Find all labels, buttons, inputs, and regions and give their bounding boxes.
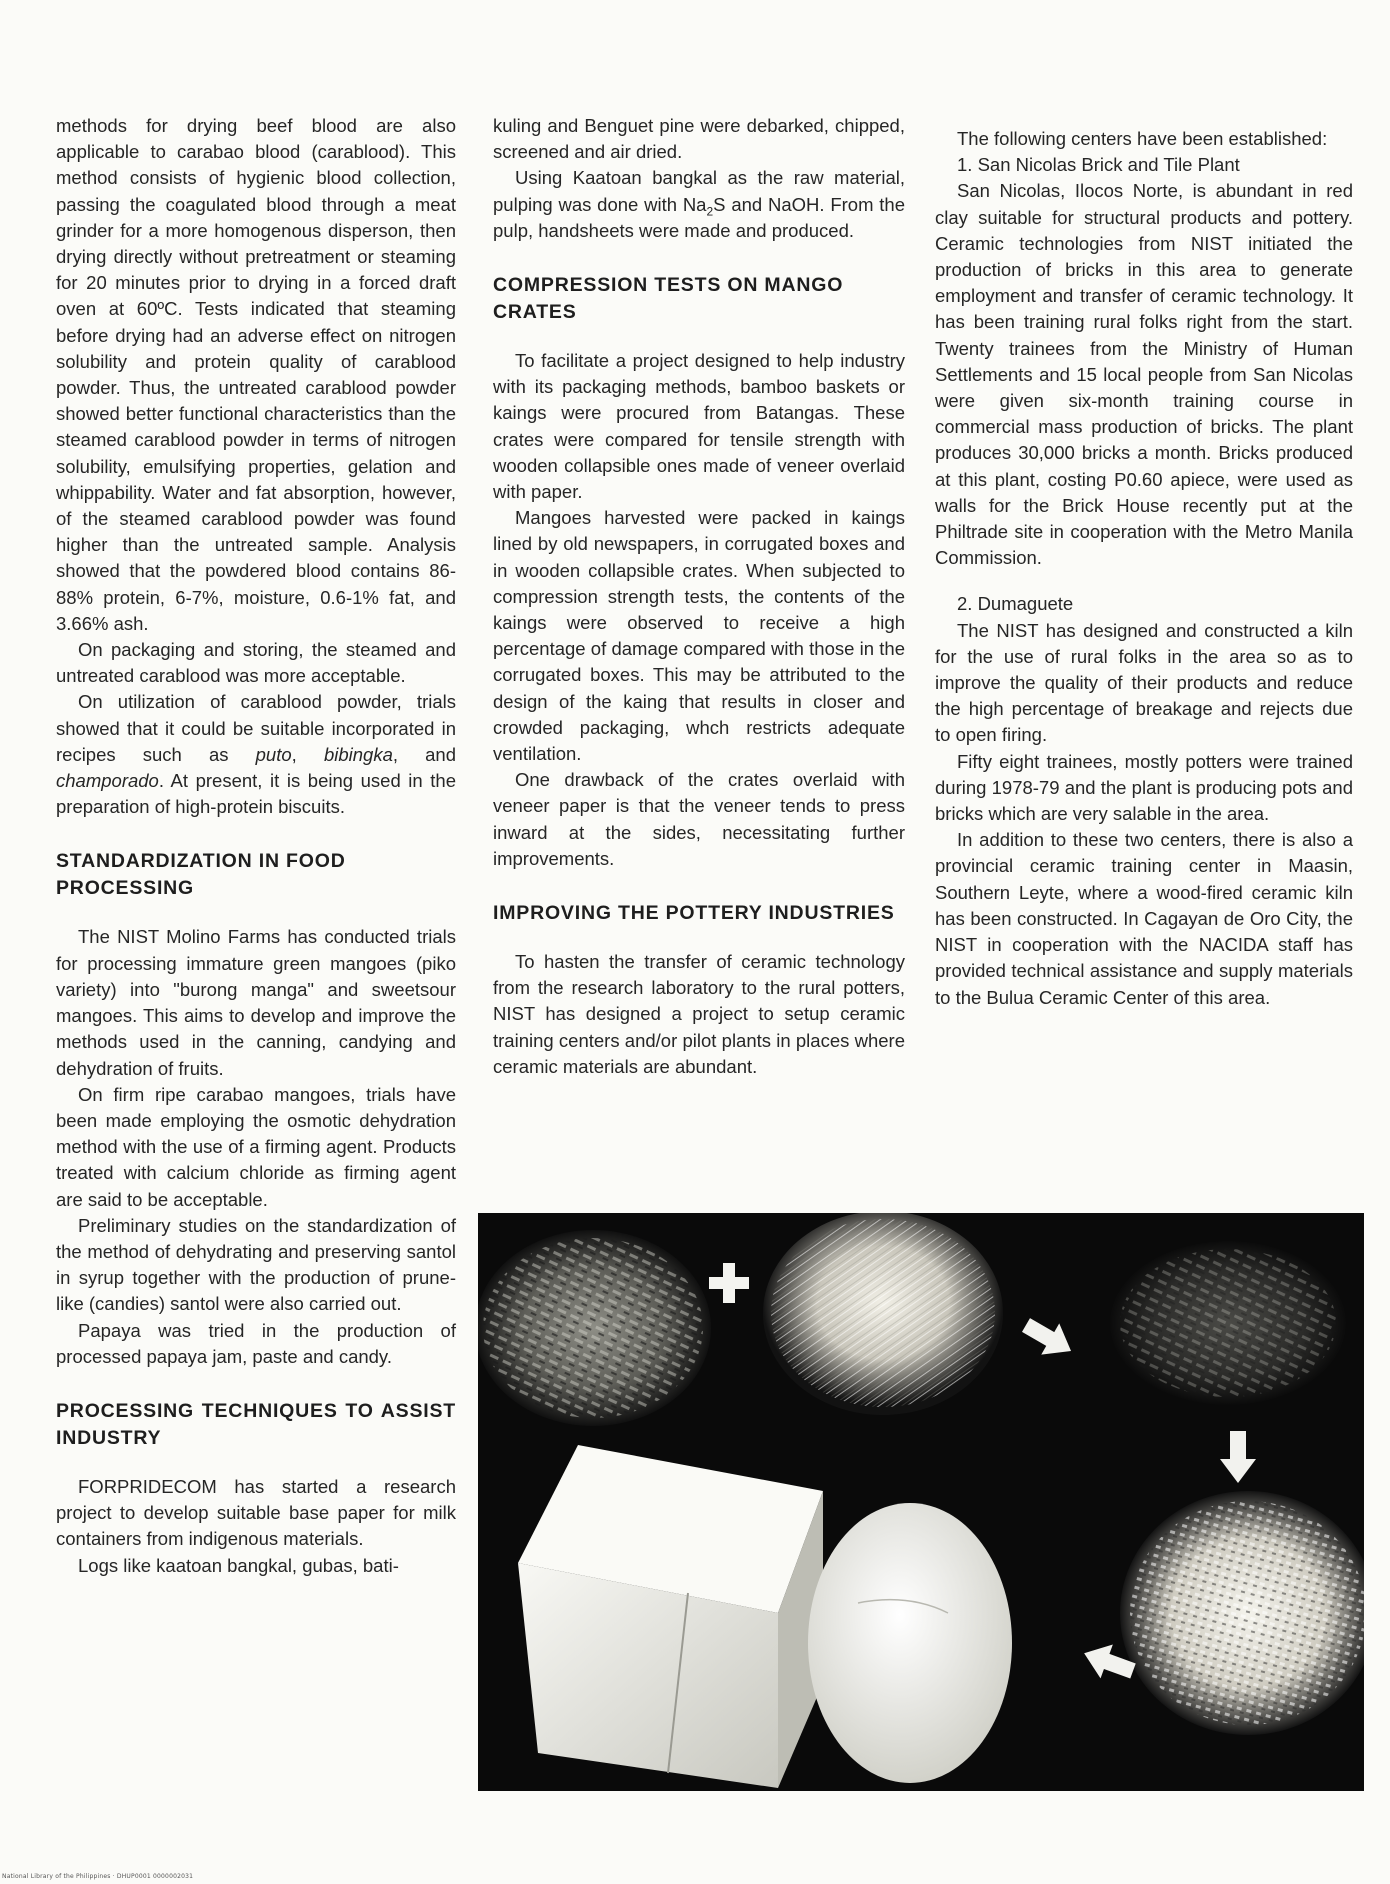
paper-carton: [518, 1445, 823, 1788]
paragraph: Logs like kaatoan bangkal, gubas, bati-: [78, 1554, 399, 1576]
recipe-name: bibingka: [323, 743, 393, 765]
paragraph: On firm ripe carabao mangoes, trials have been made employing the osmotic dehydration method with the use of a firming agent. Products treated with calcium chloride as firming agent are said to be acceptable.: [56, 1083, 456, 1210]
paragraph: methods for drying beef blood are also applicable to carabao blood (carablood). This method consists of hygienic blood collection, passing the coagulated blood through a meat grinder for a more homogenous disperson, then drying directly without pretreatment or steaming for 20 minutes prior to drying in a forced draft oven at 60ºC. Tests indicated that steaming before drying had an adverse effect on nitrogen solubility and protein quality of carablood powder. Thus, the untreated carablood powder showed better functional characteristics than the steamed carablood powder in terms of nitrogen solubility, emulsifying properties, gelation and whippability. Water and fat absorption, however, of the steamed carablood powder was found higher than the untreated sample. Analysis showed that the powdered blood contains 86-88% protein, 6-7%, moisture, 0.6-1% fat, and 3.66% ash.: [56, 115, 456, 634]
text-run: , and: [392, 743, 456, 765]
paragraph: Papaya was tried in the production of processed papaya jam, paste and candy.: [56, 1319, 456, 1367]
subscript: 2: [706, 204, 714, 219]
section-heading: COMPRESSION TESTS ON MANGO CRATES: [493, 274, 844, 324]
paragraph: To facilitate a project designed to help industry with its packaging methods, bamboo baskets or kaings were procured from Batangas. These crates were compared for tensile strength with wooden collapsible ones made of veneer overlaid with paper.: [493, 350, 905, 503]
text-run: . At present, it is being used in the preparation of high-protein biscuits.: [56, 770, 456, 818]
paragraph: Preliminary studies on the standardization of the method of dehydrating and preserving santol in syrup together with the production of prune-like (candies) santol were also carried out.: [56, 1214, 456, 1315]
text-run: S and NaOH. From the pulp, handsheets were made and produced.: [493, 193, 906, 241]
section-heading: STANDARDIZATION IN FOOD PROCESSING: [56, 850, 346, 900]
text-column-3: [935, 126, 1353, 1011]
paragraph: To hasten the transfer of ceramic technology from the research laboratory to the rural potters, NIST has designed a project to setup ceramic training centers and/or pilot plants in places where ceramic materials are abundant.: [493, 951, 905, 1077]
paragraph: In addition to these two centers, there is also a provincial ceramic training center in Maasin, Southern Leyte, where a wood-fired ceramic kiln has been constructed. In Cagayan de Oro City, the NIST in cooperation with the NACIDA staff has provided technical assistance and supply materials to the Bulua Ceramic Center of this area.: [935, 829, 1353, 1008]
text-run: Using Kaatoan bangkal as the raw material, pulping was done with Na: [493, 167, 905, 215]
paragraph: [493, 165, 905, 244]
paragraph: On packaging and storing, the steamed and untreated carablood was more acceptable.: [56, 639, 456, 687]
paper-disc: [808, 1503, 1012, 1783]
process-photo: [478, 1213, 1364, 1791]
paragraph: One drawback of the crates overlaid with veneer paper is that the veneer tends to press inward at the sides, necessitating further improvements.: [493, 769, 905, 869]
section-heading: IMPROVING THE POTTERY INDUSTRIES: [493, 902, 895, 925]
handsheet-flakes-pile: [1120, 1491, 1364, 1735]
section-heading: PROCESSING TECHNIQUES TO ASSIST INDUSTRY: [56, 1399, 456, 1449]
text-column-1: [56, 113, 456, 1579]
paragraph: [56, 689, 456, 820]
text-run: ,: [291, 743, 324, 765]
paragraph: Mangoes harvested were packed in kaings lined by old newspapers, in corrugated boxes and in wooden collapsible crates. When subjected to compression strength tests, the contents of the kaings were observed to receive a high percentage of damage compared with those in the corrugated boxes. This may be attributed to the design of the kaing that results in closer and crowded packaging, whch restricts adequate ventilation.: [493, 507, 905, 765]
paragraph: San Nicolas, Ilocos Norte, is abundant in red clay suitable for structural products and pottery. Ceramic technologies from NIST initiated the production of bricks in this area to generate employment and transfer of ceramic technology. It has been training rural folks right from the start. Twenty trainees from the Ministry of Human Settlements and 15 local people from San Nicolas were given six-month training course in commercial mass production of bricks. The plant produces 30,000 bricks a month. Bricks produced at this plant, costing P0.60 apiece, were used as walls for the Brick House recently put at the Philtrade site in cooperation with the Metro Manila Commission.: [935, 180, 1353, 569]
paragraph: The NIST has designed and constructed a kiln for the use of rural folks in the area so as to improve the quality of their products and reduce the high percentage of breakage and rejects due to open firing.: [935, 619, 1353, 746]
pulp-pile: [1110, 1241, 1346, 1405]
process-photo-graphic: [478, 1213, 1364, 1791]
recipe-name: puto: [255, 743, 292, 765]
wood-chips-pile: [478, 1230, 711, 1426]
paragraph: Fifty eight trainees, mostly potters were trained during 1978-79 and the plant is producing pots and bricks which are very salable in the area.: [935, 750, 1353, 825]
recipe-name: champorado: [56, 770, 159, 792]
fiber-pile: [763, 1213, 1003, 1415]
paragraph: The NIST Molino Farms has conducted trials for processing immature green mangoes (piko variety) into "burong manga" and sweetsour mangoes. This aims to develop and improve the methods used in the canning, candying and dehydration of fruits.: [56, 926, 456, 1079]
text-run: On utilization of carablood powder, trials showed that it could be suitable incorporated in recipes such as: [56, 691, 456, 765]
scan-footer: National Library of the Philippines · DHUP0001 0000002031: [2, 1873, 194, 1880]
paragraph: FORPRIDECOM has started a research project to develop suitable base paper for milk containers from indigenous materials.: [56, 1475, 456, 1550]
list-item-title: 1. San Nicolas Brick and Tile Plant: [957, 154, 1240, 176]
text-column-2: [493, 113, 905, 1080]
list-item-title: 2. Dumaguete: [957, 593, 1074, 615]
paragraph: kuling and Benguet pine were debarked, chipped, screened and air dried.: [493, 115, 905, 163]
paragraph: The following centers have been established:: [957, 128, 1328, 149]
